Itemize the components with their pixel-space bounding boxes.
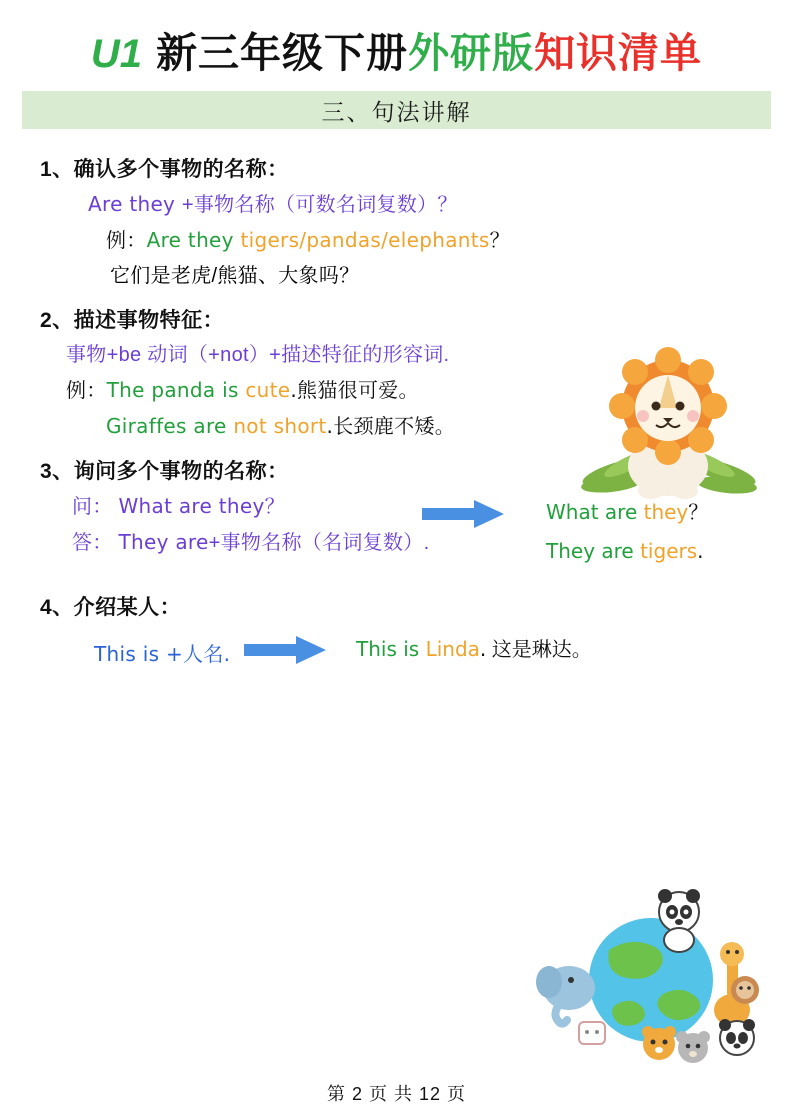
item-3-result-a-part3: . [697,539,704,563]
item-4-result-part1: This is [356,637,426,661]
item-2-example-label: 例： [66,380,107,402]
item-2-pattern: 事物+be 动词（+not）+描述特征的形容词. [66,344,450,366]
page-footer: 第 2 页 共 12 页 [326,1084,467,1104]
right-arrow-icon [422,499,506,529]
item-2-ex2-part1: Giraffes are [106,414,234,438]
item-1-example-part2: tigers/pandas/elephants [240,228,490,252]
title-main: 新三年级下册 [156,30,409,76]
item-3-answer-cn: +事物名称（名词复数）. [208,532,430,554]
item-2-ex2-part3: . [326,414,334,438]
item-3-qa-block [26,493,767,563]
title-publisher: 外研版 [408,30,535,76]
page-header [0,0,793,83]
content-area [0,129,793,673]
title-knowledge-list: 知识清单 [534,30,703,76]
item-2-ex1-part1: The panda is [106,378,246,402]
item-1-translation: 它们是老虎/熊猫、大象吗？ [110,265,360,287]
item-4-result [356,633,592,662]
unit-label: U1 [90,32,143,76]
item-1-example-label: 例： [106,230,147,252]
item-2-ex1-part2: cute [245,378,291,402]
item-2-title: 2、描述事物特征： [40,309,225,332]
item-4-pattern: This is +人名. [94,642,231,666]
item-1-example-part1: Are they [146,228,241,252]
item-1-example-part3: ？ [489,230,510,252]
item-3-ask-text: What are they？ [118,494,285,518]
item-3-result-q-part2: they [643,500,689,524]
item-3-result-q-part3: ？ [688,502,709,524]
item-4-result-part3: . [479,637,487,661]
item-2-ex1-cn: 熊猫很可爱。 [297,380,419,402]
item-2-ex2-part2: not short [233,414,327,438]
item-3-title: 3、询问多个事物的名称： [40,460,289,483]
item-3-result-a-part1: They are [546,539,641,563]
item-3-answer-label: 答： [72,532,113,554]
item-4-result-part2: Linda [425,637,480,661]
item-4-result-cn: 这是琳达。 [486,639,592,661]
section-title-text: 三、句法讲解 [321,98,472,125]
item-1-pattern [88,191,767,219]
item-1-example [106,227,767,255]
right-arrow-icon [244,635,328,665]
item-3-result-a-part2: tigers [640,539,698,563]
item-2-ex2-cn: 长颈鹿不矮。 [333,416,456,438]
item-3-answer-en: They are [118,530,209,554]
item-3-result-question [546,493,708,532]
item-1-pattern-en: Are they [88,192,182,216]
item-1-pattern-cn: +事物名称（可数名词复数）？ [181,194,458,216]
item-3-result [546,493,708,571]
item-4-block [26,627,767,673]
item-1-title: 1、确认多个事物的名称： [40,158,289,181]
item-3-ask-label: 问： [72,496,113,518]
item-3-result-answer [546,532,708,571]
item-2-ex1-part3: . [290,378,298,402]
item-3-result-q-part1: What are [546,500,644,524]
section-title-bar [22,91,771,129]
globe-with-animals-illustration [531,862,771,1072]
item-4-title: 4、介绍某人： [40,596,182,619]
